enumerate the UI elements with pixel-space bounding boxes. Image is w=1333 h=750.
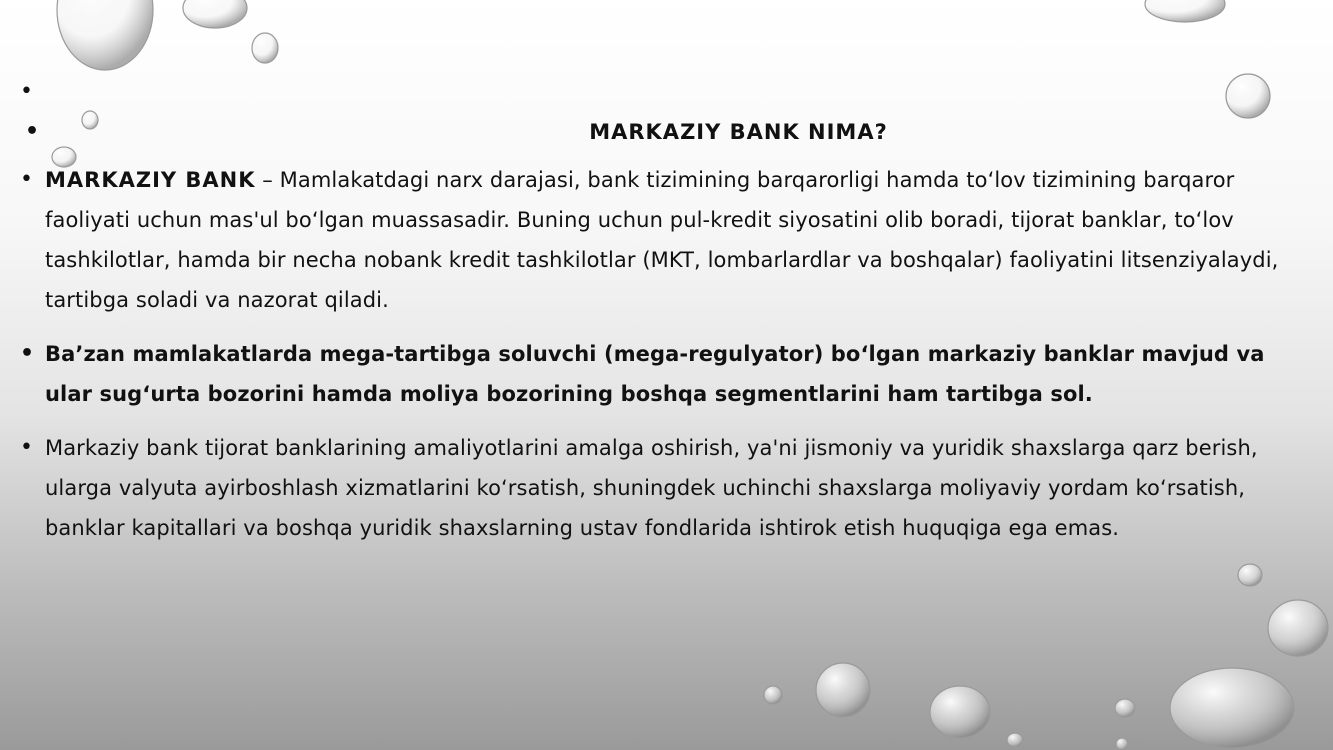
title-bullet (20, 112, 1310, 152)
paragraph-restrictions (20, 428, 1310, 548)
mega-regulator-text: Ba’zan mamlakatlarda mega-tartibga soluvchi (mega-regulyator) bo‘lgan markaziy banklar mavjud va ular sug‘urta bozorini hamda moliya bozorining boshqa segmentlarini ham tartibga sol. (45, 342, 1265, 406)
bullet-marker: • (24, 119, 41, 144)
definition-term: MARKAZIY BANK (45, 168, 256, 192)
paragraph-mega-regulator (20, 334, 1310, 414)
drop-top-left-small (252, 33, 278, 63)
drop-top-left-large (57, 0, 153, 70)
bullet-marker: • (20, 167, 34, 192)
drop-bottom-right-a (1268, 600, 1328, 656)
drop-bottom-b (816, 663, 870, 717)
restrictions-text: Markaziy bank tijorat banklarining amaliyotlarini amalga oshirish, ya'ni jismoniy va yuridik shaxslarga qarz berish, ularga valyuta ayirboshlash xizmatlarini ko‘rsatish, shuningdek uchinchi shaxslarga moliyaviy yordam ko‘rsatish, banklar kapitallari va boshqa yuridik shaxslarning ustav fondlarida ishtirok etish huquqiga ega emas. (45, 436, 1258, 540)
drop-top-right (1145, 0, 1225, 22)
empty-bullet (20, 72, 1310, 112)
bullet-marker: • (20, 341, 35, 366)
drop-bottom-right-large (1170, 668, 1294, 748)
drop-top-left-mid (183, 0, 247, 28)
drop-right-small (1238, 564, 1262, 586)
paragraph-definition (20, 160, 1310, 320)
drop-bottom-g (1116, 738, 1128, 750)
drop-bottom-d (764, 686, 782, 704)
drop-bottom-f (1007, 733, 1023, 747)
slide-content (20, 72, 1310, 548)
bullet-marker: • (20, 79, 34, 104)
slide-title: MARKAZIY BANK NIMA? (589, 120, 888, 144)
definition-text: – Mamlakatdagi narx darajasi, bank tizimining barqarorligi hamda to‘lov tizimining barqaror faoliyati uchun mas'ul bo‘lgan muassasadir. Buning uchun pul-kredit siyosatini olib boradi, tijorat banklar, to‘lov tashkilotlar, hamda bir necha nobank kredit tashkilotlar (MKT, lombarlardlar va boshqalar) faoliyatini litsenziyalaydi, tartibga soladi va nazorat qiladi. (45, 168, 1279, 312)
drop-bottom-e (1115, 699, 1135, 717)
drop-bottom-c (930, 686, 990, 738)
bullet-marker: • (20, 435, 34, 460)
